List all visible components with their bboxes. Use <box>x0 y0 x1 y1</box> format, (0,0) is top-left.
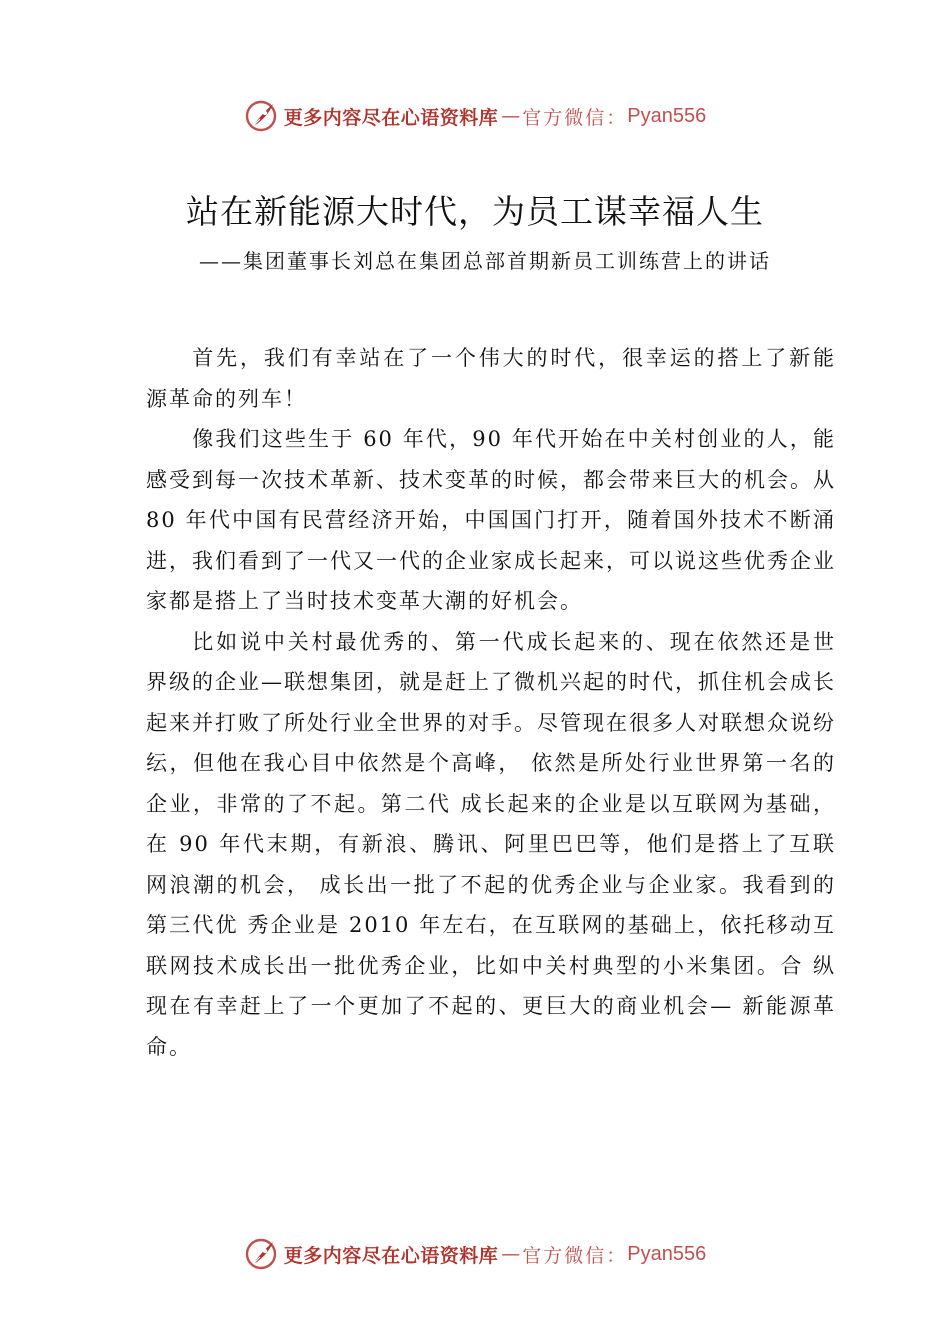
quill-logo-icon <box>244 99 278 133</box>
document-body <box>146 338 836 1067</box>
paragraph: 像我们这些生于 60 年代，90 年代开始在中关村创业的人，能感受到每一次技术革新、技术变革的时候，都会带来巨大的机会。从 80 年代中国有民营经济开始，中国国门打开，随着国外技术不断涌进，我们看到了一代又一代的企业家成长起来，可以说这些优秀企业家都是搭上了当时技术变革大潮的好机会。 <box>146 427 836 613</box>
document-subtitle: ——集团董事长刘总在集团总部首期新员工训练营上的讲话 <box>199 249 771 273</box>
quill-logo-icon <box>244 1237 278 1271</box>
paragraph: 首先，我们有幸站在了一个伟大的时代，很幸运的搭上了新能源革命的列车！ <box>146 346 836 411</box>
header-banner <box>0 96 950 136</box>
banner-dash: — <box>501 105 519 127</box>
banner-main-text: 更多内容尽在心语资料库 <box>283 106 499 129</box>
banner-dash: — <box>501 1243 519 1265</box>
banner-wechat-label: 官方微信： <box>522 1244 628 1267</box>
banner-wechat-label: 官方微信： <box>522 106 628 129</box>
footer-banner <box>0 1234 950 1274</box>
document-title: 站在新能源大时代，为员工谋幸福人生 <box>186 192 764 231</box>
paragraph: 比如说中关村最优秀的、第一代成长起来的、现在依然还是世界级的企业—联想集团，就是赶上了微机兴起的时代，抓住机会成长起来并打败了所处行业全世界的对手。尽管现在很多人对联想众说纷纭，但他在我心目中依然是个高峰， 依然是所处行业世界第一名的企业，非常的了不起。第二代 成长起来的企业是以互联网为基础，在 90 年代末期，有新浪、腾讯、阿里巴巴等，他们是搭上了互联网浪潮的机会， 成长出一批了不起的优秀企业与企业家。我看到的第三代优 秀企业是 2010 年左右，在互联网的基础上，依托移动互联网技术成长出一批优秀企业，比如中关村典型的小米集团。合 纵现在有幸赶上了一个更加了不起的、更巨大的商业机会— 新能源革命。 <box>146 629 836 1059</box>
banner-main-text: 更多内容尽在心语资料库 <box>283 1244 499 1267</box>
banner-wechat-id: Pyan556 <box>627 1242 707 1265</box>
banner-wechat-id: Pyan556 <box>627 104 707 127</box>
